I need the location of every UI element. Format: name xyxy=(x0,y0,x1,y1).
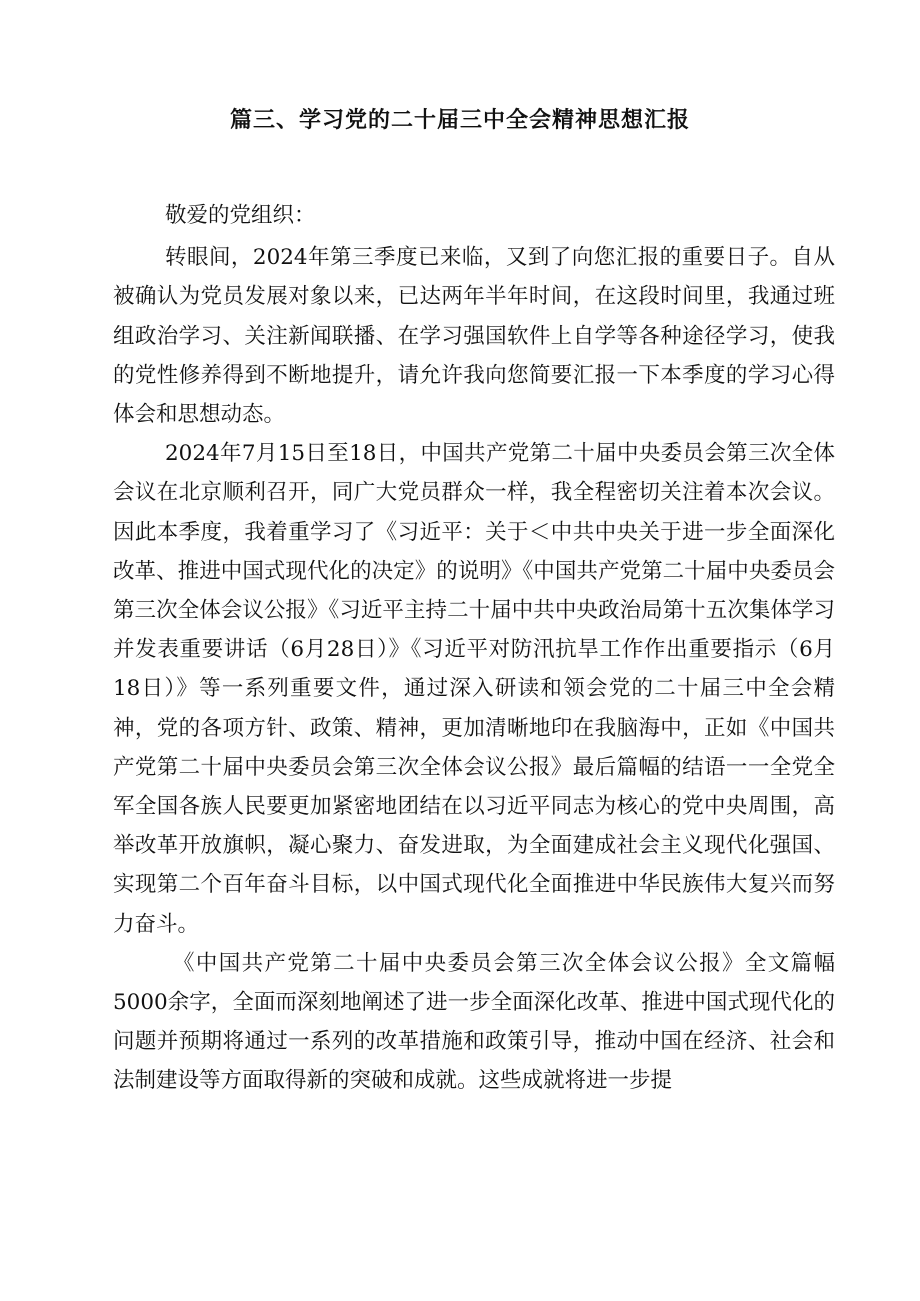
salutation: 敬爱的党组织： xyxy=(165,203,316,228)
paragraph-3: 《中国共产党第二十届中央委员会第三次全体会议公报》全文篇幅5000余字，全面而深刻地阐述了进一步全面深化改革、推进中国式现代化的问题并预期将通过一系列的改革措施和政策引导，推动中国在经济、社会和法制建设等方面取得新的突破和成就。这些成就将进一步提 xyxy=(113,950,835,1094)
document-body xyxy=(113,196,835,1101)
document-title: 篇三、学习党的二十届三中全会精神思想汇报 xyxy=(229,108,690,133)
paragraph-2: 2024年7月15日至18日，中国共产党第二十届中央委员会第三次全体会议在北京顺利召开，同广大党员群众一样，我全程密切关注着本次会议。因此本季度，我着重学习了《习近平：关于＜中共中央关于进一步全面深化改革、推进中国式现代化的决定》的说明》《中国共产党第二十届中央委员会第三次全体会议公报》《习近平主持二十届中共中央政治局第十五次集体学习并发表重要讲话（6月28日）》《习近平对防汛抗旱工作作出重要指示（6月18日）》等一系列重要文件，通过深入研读和领会党的二十届三中全会精神，党的各项方针、政策、精神，更加清晰地印在我脑海中，正如《中国共产党第二十届中央委员会第三次全体会议公报》最后篇幅的结语一一全党全军全国各族人民要更加紧密地团结在以习近平同志为核心的党中央周围，高举改革开放旗帜，凝心聚力、奋发进取，为全面建成社会主义现代化强国、实现第二个百年奋斗目标，以中国式现代化全面推进中华民族伟大复兴而努力奋斗。 xyxy=(113,441,835,937)
paragraph-1: 转眼间，2024年第三季度已来临，又到了向您汇报的重要日子。自从被确认为党员发展对象以来，已达两年半年时间，在这段时间里，我通过班组政治学习、关注新闻联播、在学习强国软件上自学等各种途径学习，使我的党性修养得到不断地提升，请允许我向您简要汇报一下本季度的学习心得体会和思想动态。 xyxy=(113,245,835,428)
